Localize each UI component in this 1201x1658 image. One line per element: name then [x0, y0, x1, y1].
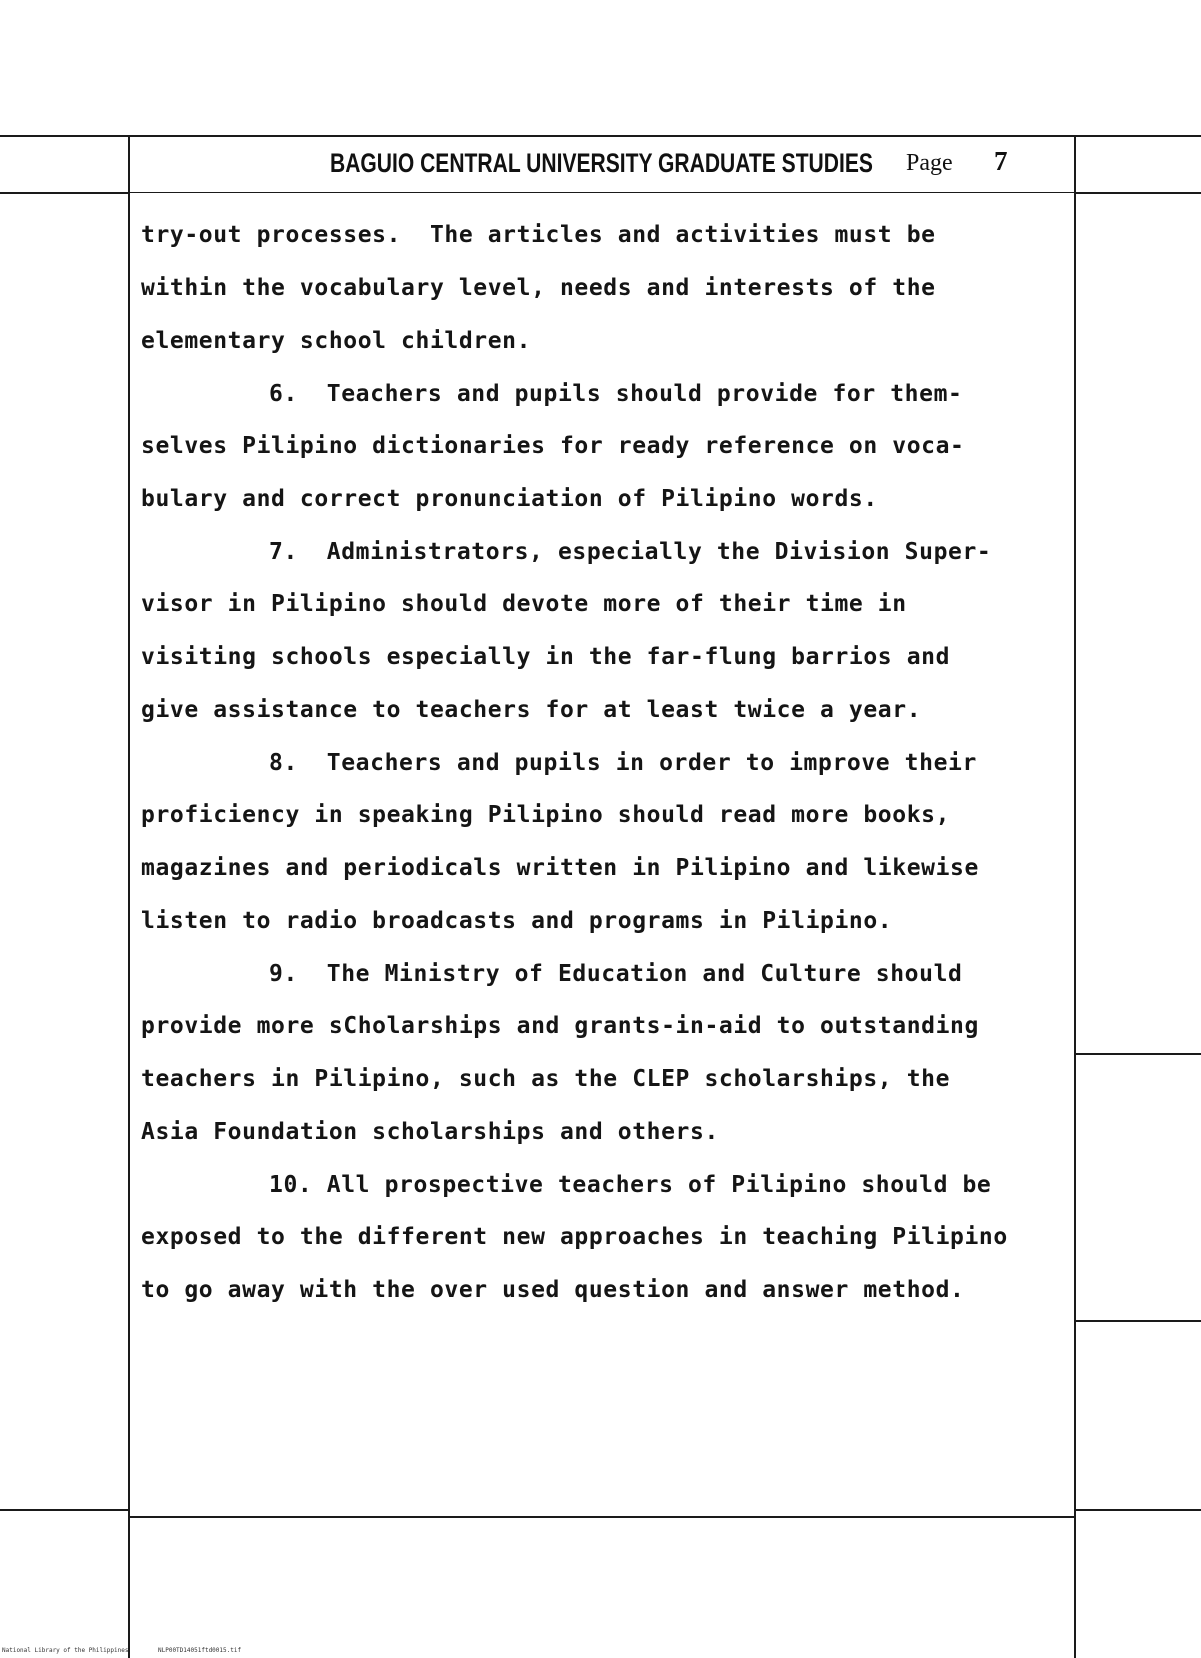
header-underline: [130, 192, 1075, 193]
text-line: visor in Pilipino should devote more of their time in: [141, 591, 907, 617]
page-header-title: BAGUIO CENTRAL UNIVERSITY GRADUATE STUDIES: [330, 148, 873, 178]
text-line: visiting schools especially in the far-flung barrios and: [141, 644, 951, 670]
text-line: exposed to the different new approaches in teaching Pilipino: [141, 1224, 1008, 1250]
scan-library-label: National Library of the Philippines: [2, 1647, 129, 1654]
right-tick-2: [1075, 1320, 1201, 1322]
text-line: provide more sCholarships and grants-in-aid to outstanding: [141, 1013, 979, 1039]
page-number: 7: [994, 146, 1008, 176]
page-label: Page: [906, 150, 953, 176]
left-margin-rule: [128, 135, 130, 1658]
scan-filename: NLP00TD14051ftd0015.tif: [158, 1647, 242, 1654]
text-line: teachers in Pilipino, such as the CLEP scholarships, the: [141, 1066, 951, 1092]
bottom-rule-right: [1075, 1509, 1201, 1511]
text-line: give assistance to teachers for at least twice a year.: [141, 697, 922, 723]
text-line: listen to radio broadcasts and programs in Pilipino.: [141, 908, 893, 934]
text-line: bulary and correct pronunciation of Pilipino words.: [141, 486, 878, 512]
text-line: 9. The Ministry of Education and Culture should: [269, 961, 963, 987]
text-line: within the vocabulary level, needs and interests of the: [141, 275, 936, 301]
text-line: proficiency in speaking Pilipino should read more books,: [141, 802, 951, 828]
right-tick-1: [1075, 1053, 1201, 1055]
text-line: elementary school children.: [141, 328, 532, 354]
top-rule: [0, 135, 1201, 137]
text-line: 7. Administrators, especially the Division Super-: [269, 539, 992, 565]
bottom-rule: [130, 1516, 1075, 1518]
right-margin-rule: [1074, 135, 1076, 1658]
text-line: selves Pilipino dictionaries for ready reference on voca-: [141, 433, 965, 459]
bottom-rule-left: [0, 1509, 130, 1511]
header-underline-left: [0, 192, 130, 194]
text-line: 10. All prospective teachers of Pilipino should be: [269, 1172, 992, 1198]
text-line: 8. Teachers and pupils in order to improve their: [269, 750, 977, 776]
header-underline-right: [1075, 192, 1201, 194]
text-line: try-out processes. The articles and activities must be: [141, 222, 936, 248]
text-line: magazines and periodicals written in Pilipino and likewise: [141, 855, 979, 881]
text-line: to go away with the over used question and answer method.: [141, 1277, 965, 1303]
text-line: 6. Teachers and pupils should provide for them-: [269, 381, 963, 407]
text-line: Asia Foundation scholarships and others.: [141, 1119, 719, 1145]
